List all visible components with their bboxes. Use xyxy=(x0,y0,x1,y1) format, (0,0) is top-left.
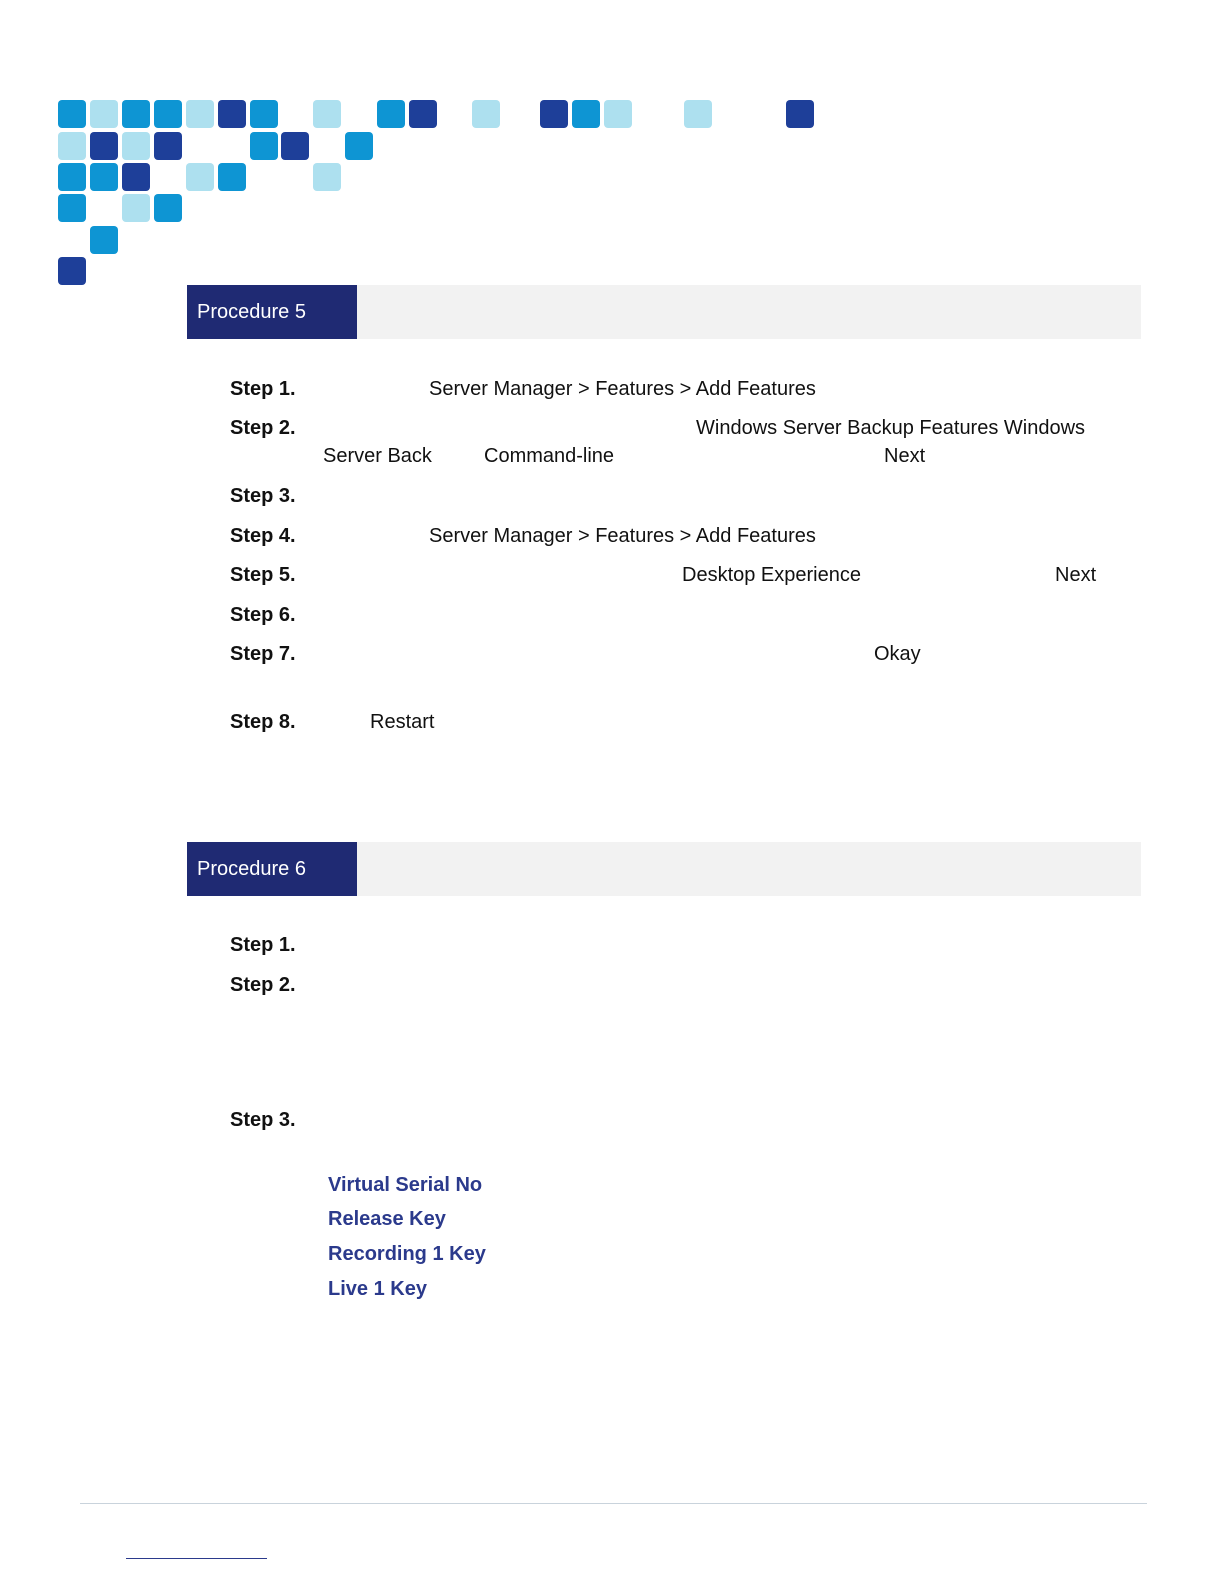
p5-step-1-menu-path: Server Manager > Features > Add Features xyxy=(429,378,816,400)
footer-divider xyxy=(80,1503,1147,1504)
p6-step-2-label: Step 2. xyxy=(230,974,296,996)
p6-step-3-label: Step 3. xyxy=(230,1109,296,1131)
p5-step-5-next: Next xyxy=(1055,564,1097,586)
p5-step-8-label: Step 8. xyxy=(230,711,296,733)
logo-tile xyxy=(186,100,214,128)
recording-1-key-label: Recording 1 Key xyxy=(328,1243,486,1265)
procedure-6-label: Procedure 6 xyxy=(187,842,357,896)
logo-tile xyxy=(313,163,341,191)
p5-step-3-label: Step 3. xyxy=(230,485,296,507)
p5-step-6-label: Step 6. xyxy=(230,604,296,626)
logo-tile xyxy=(604,100,632,128)
logo-tile xyxy=(154,132,182,160)
logo-tile xyxy=(218,163,246,191)
logo-tile xyxy=(122,194,150,222)
logo-tile xyxy=(90,163,118,191)
footer-link-underline[interactable] xyxy=(126,1558,267,1559)
logo-tile xyxy=(540,100,568,128)
p5-step-2-feature-name: Windows Server Backup Features Windows xyxy=(696,417,1086,439)
release-key-label: Release Key xyxy=(328,1208,446,1230)
p6-step-1-label: Step 1. xyxy=(230,934,296,956)
logo-tile xyxy=(58,257,86,285)
logo-tile xyxy=(250,100,278,128)
logo-tile xyxy=(281,132,309,160)
logo-tile xyxy=(90,226,118,254)
p5-step-5-label: Step 5. xyxy=(230,564,296,586)
logo-tile xyxy=(154,194,182,222)
procedure-5-label: Procedure 5 xyxy=(187,285,357,339)
logo-tile xyxy=(345,132,373,160)
p5-step-7-label: Step 7. xyxy=(230,643,296,665)
logo-tile xyxy=(377,100,405,128)
logo-tile xyxy=(58,163,86,191)
logo-tile xyxy=(58,100,86,128)
logo-tile xyxy=(684,100,712,128)
virtual-serial-no-label: Virtual Serial No xyxy=(328,1174,483,1196)
p5-step-4-menu-path: Server Manager > Features > Add Features xyxy=(429,525,816,547)
p5-step-2-next: Next xyxy=(884,445,926,467)
logo-tile xyxy=(122,132,150,160)
logo-tile xyxy=(122,100,150,128)
p5-step-4-label: Step 4. xyxy=(230,525,296,547)
logo-tile xyxy=(90,100,118,128)
logo-tile xyxy=(58,194,86,222)
logo-tile xyxy=(786,100,814,128)
logo-tile xyxy=(90,132,118,160)
logo-tile xyxy=(472,100,500,128)
p5-step-2-label: Step 2. xyxy=(230,417,296,439)
p5-step-2-server-back: Server Back xyxy=(323,445,432,467)
logo-tile xyxy=(409,100,437,128)
p5-step-8-restart: Restart xyxy=(370,711,435,733)
p5-step-2-command-line: Command-line xyxy=(484,445,615,467)
procedure-6-header xyxy=(187,842,1141,896)
live-1-key-label: Live 1 Key xyxy=(328,1278,427,1300)
procedure-5-header xyxy=(187,285,1141,339)
logo-tile xyxy=(572,100,600,128)
logo-tile xyxy=(186,163,214,191)
logo-tile xyxy=(313,100,341,128)
logo-tile xyxy=(122,163,150,191)
p5-step-7-okay: Okay xyxy=(874,643,921,665)
logo-tile xyxy=(250,132,278,160)
logo-tile xyxy=(154,100,182,128)
p5-step-5-desktop-experience: Desktop Experience xyxy=(682,564,861,586)
logo-tile xyxy=(58,132,86,160)
p5-step-1-label: Step 1. xyxy=(230,378,296,400)
logo-tile xyxy=(218,100,246,128)
